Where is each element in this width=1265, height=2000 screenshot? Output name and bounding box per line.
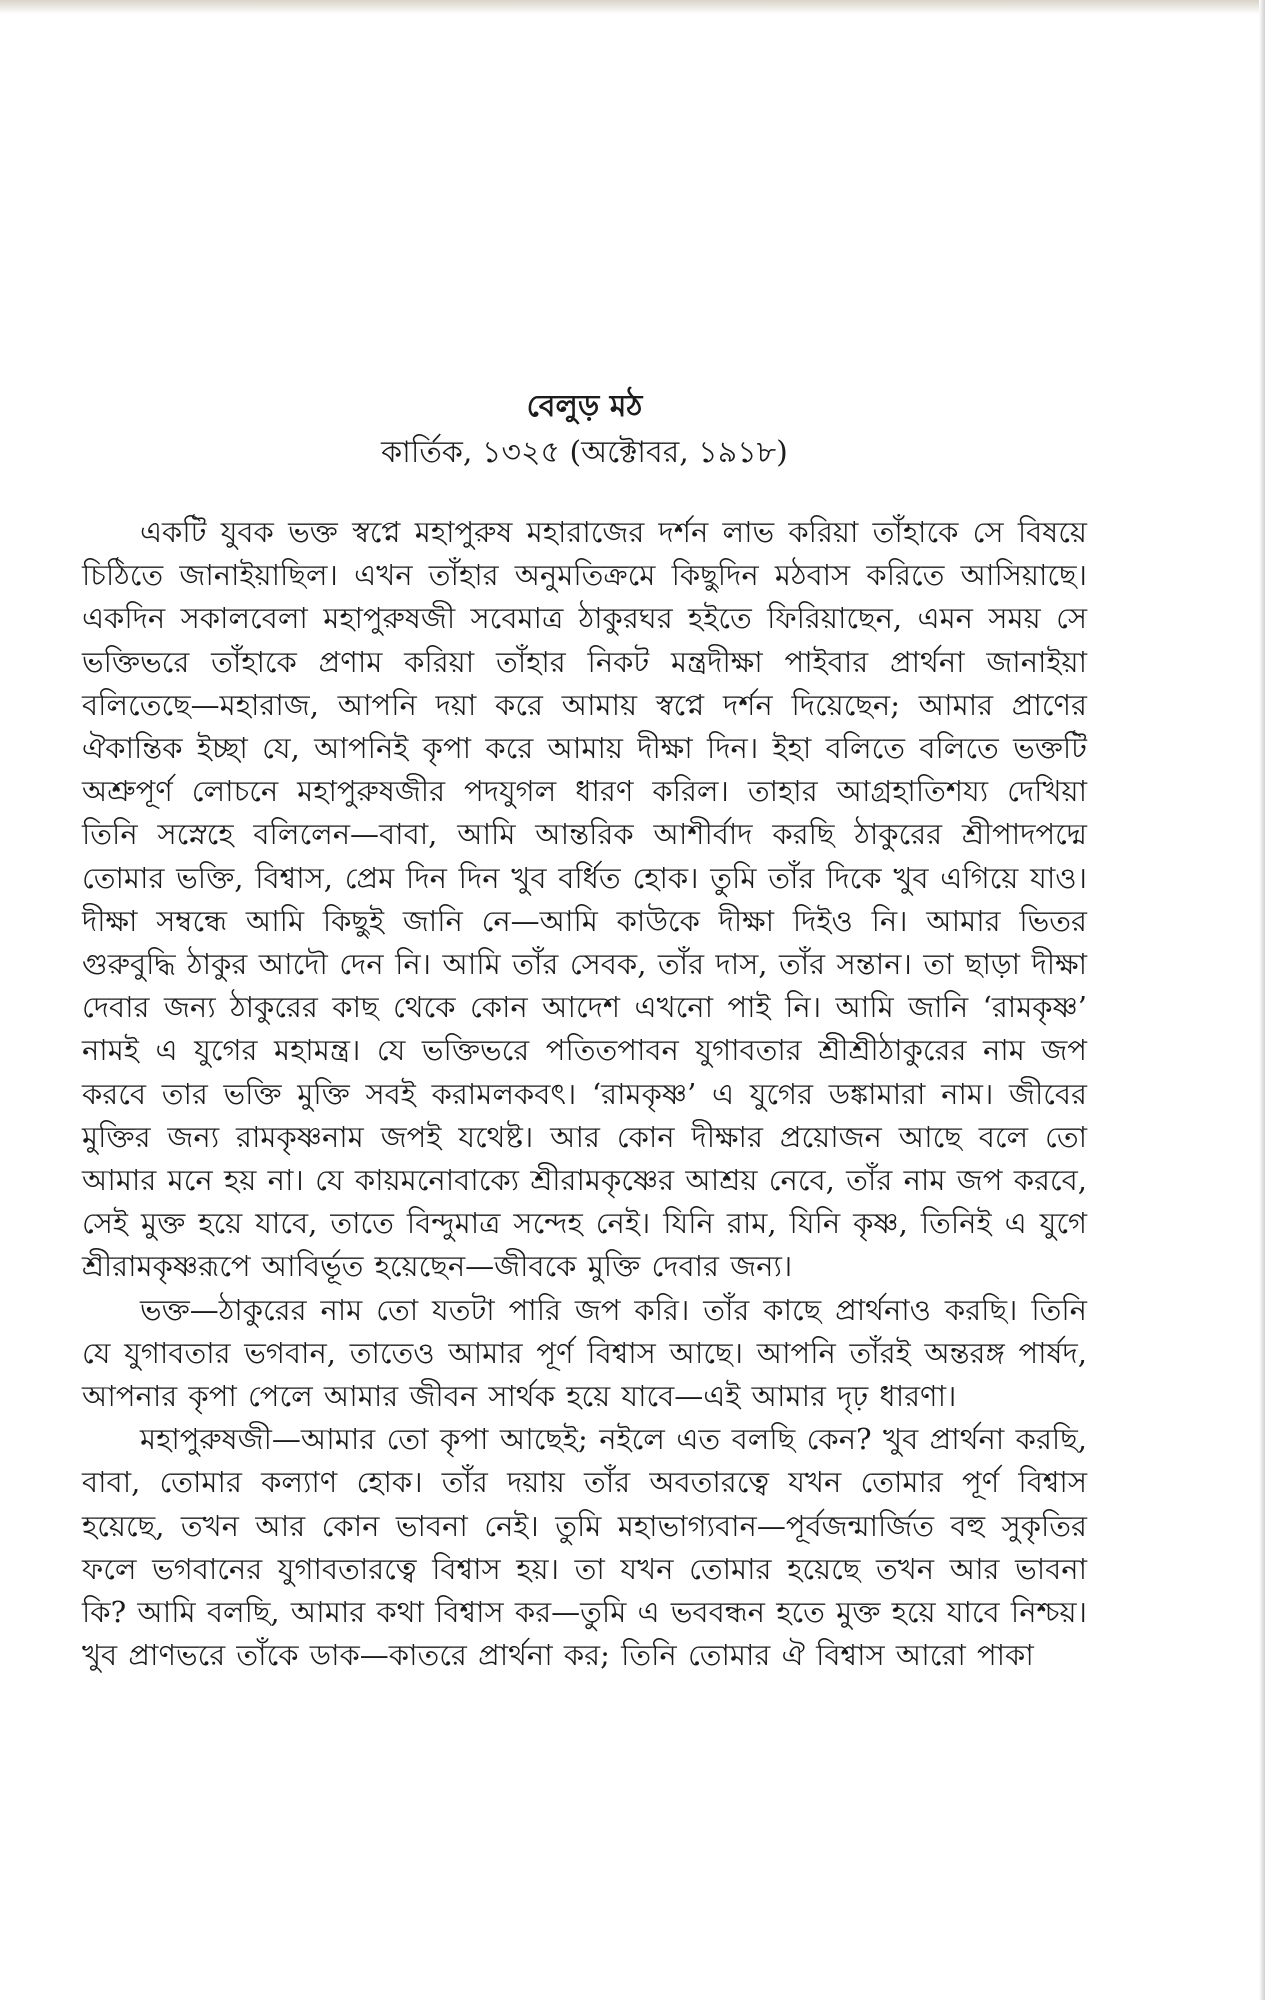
paragraph-2: ভক্ত—ঠাকুরের নাম তো যতটা পারি জপ করি। তাঁর কাছে প্রার্থনাও করছি। তিনি যে যুগাবতার ভগবান, তাতেও আমার পূর্ণ বিশ্বাস আছে। আপনি তাঁরই অন্তরঙ্গ পার্ষদ, আপনার কৃপা পেলে আমার জীবন সার্থক হয়ে যাবে—এই আমার দৃঢ় ধারণা।	[82, 1292, 1087, 1414]
date-subheading: কার্তিক, ১৩২৫ (অক্টোবর, ১৯১৮)	[381, 435, 788, 470]
scan-edge-top	[0, 0, 1265, 14]
book-page	[82, 385, 1087, 1677]
scan-edge-right	[1259, 0, 1265, 2000]
place-heading: বেলুড় মঠ	[526, 389, 643, 424]
paragraph-1: একটি যুবক ভক্ত স্বপ্নে মহাপুরুষ মহারাজের দর্শন লাভ করিয়া তাঁহাকে সে বিষয়ে চিঠিতে জানাইয়াছিল। এখন তাঁহার অনুমতিক্রমে কিছুদিন মঠবাস করিতে আসিয়াছে। একদিন সকালবেলা মহাপুরুষজী সবেমাত্র ঠাকুরঘর হইতে ফিরিয়াছেন, এমন সময় সে ভক্তিভরে তাঁহাকে প্রণাম করিয়া তাঁহার নিকট মন্ত্রদীক্ষা পাইবার প্রার্থনা জানাইয়া বলিতেছে—মহারাজ, আপনি দয়া করে আমায় স্বপ্নে দর্শন দিয়েছেন; আমার প্রাণের ঐকান্তিক ইচ্ছা যে, আপনিই কৃপা করে আমায় দীক্ষা দিন। ইহা বলিতে বলিতে ভক্তটি অশ্রুপূর্ণ লোচনে মহাপুরুষজীর পদযুগল ধারণ করিল। তাহার আগ্রহাতিশয্য দেখিয়া তিনি সস্নেহে বলিলেন—বাবা, আমি আন্তরিক আশীর্বাদ করছি ঠাকুরের শ্রীপাদপদ্মে তোমার ভক্তি, বিশ্বাস, প্রেম দিন দিন খুব বর্ধিত হোক। তুমি তাঁর দিকে খুব এগিয়ে যাও। দীক্ষা সম্বন্ধে আমি কিছুই জানি নে—আমি কাউকে দীক্ষা দিইও নি। আমার ভিতর গুরুবুদ্ধি ঠাকুর আদৌ দেন নি। আমি তাঁর সেবক, তাঁর দাস, তাঁর সন্তান। তা ছাড়া দীক্ষা দেবার জন্য ঠাকুরের কাছ থেকে কোন আদেশ এখনো পাই নি। আমি জানি ‘রামকৃষ্ণ’ নামই এ যুগের মহামন্ত্র। যে ভক্তিভরে পতিতপাবন যুগাবতার শ্রীশ্রীঠাকুরের নাম জপ করবে তার ভক্তি মুক্তি সবই করামলকবৎ। ‘রামকৃষ্ণ’ এ যুগের ডঙ্কামারা নাম। জীবের মুক্তির জন্য রামকৃষ্ণনাম জপই যথেষ্ট। আর কোন দীক্ষার প্রয়োজন আছে বলে তো আমার মনে হয় না। যে কায়মনোবাক্যে শ্রীরামকৃষ্ণের আশ্রয় নেবে, তাঁর নাম জপ করবে, সেই মুক্ত হয়ে যাবে, তাতে বিন্দুমাত্র সন্দেহ নেই। যিনি রাম, যিনি কৃষ্ণ, তিনিই এ যুগে শ্রীরামকৃষ্ণরূপে আবির্ভূত হয়েছেন—জীবকে মুক্তি দেবার জন্য।	[82, 515, 1087, 1284]
paragraph-3: মহাপুরুষজী—আমার তো কৃপা আছেই; নইলে এত বলছি কেন? খুব প্রার্থনা করছি, বাবা, তোমার কল্যাণ হোক। তাঁর দয়ায় তাঁর অবতারত্বে যখন তোমার পূর্ণ বিশ্বাস হয়েছে, তখন আর কোন ভাবনা নেই। তুমি মহাভাগ্যবান—পূর্বজন্মার্জিত বহু সুকৃতির ফলে ভগবানের যুগাবতারত্বে বিশ্বাস হয়। তা যখন তোমার হয়েছে তখন আর ভাবনা কি? আমি বলছি, আমার কথা বিশ্বাস কর—তুমি এ ভববন্ধন হতে মুক্ত হয়ে যাবে নিশ্চয়। খুব প্রাণভরে তাঁকে ডাক—কাতরে প্রার্থনা কর; তিনি তোমার ঐ বিশ্বাস আরো পাকা	[82, 1422, 1087, 1673]
